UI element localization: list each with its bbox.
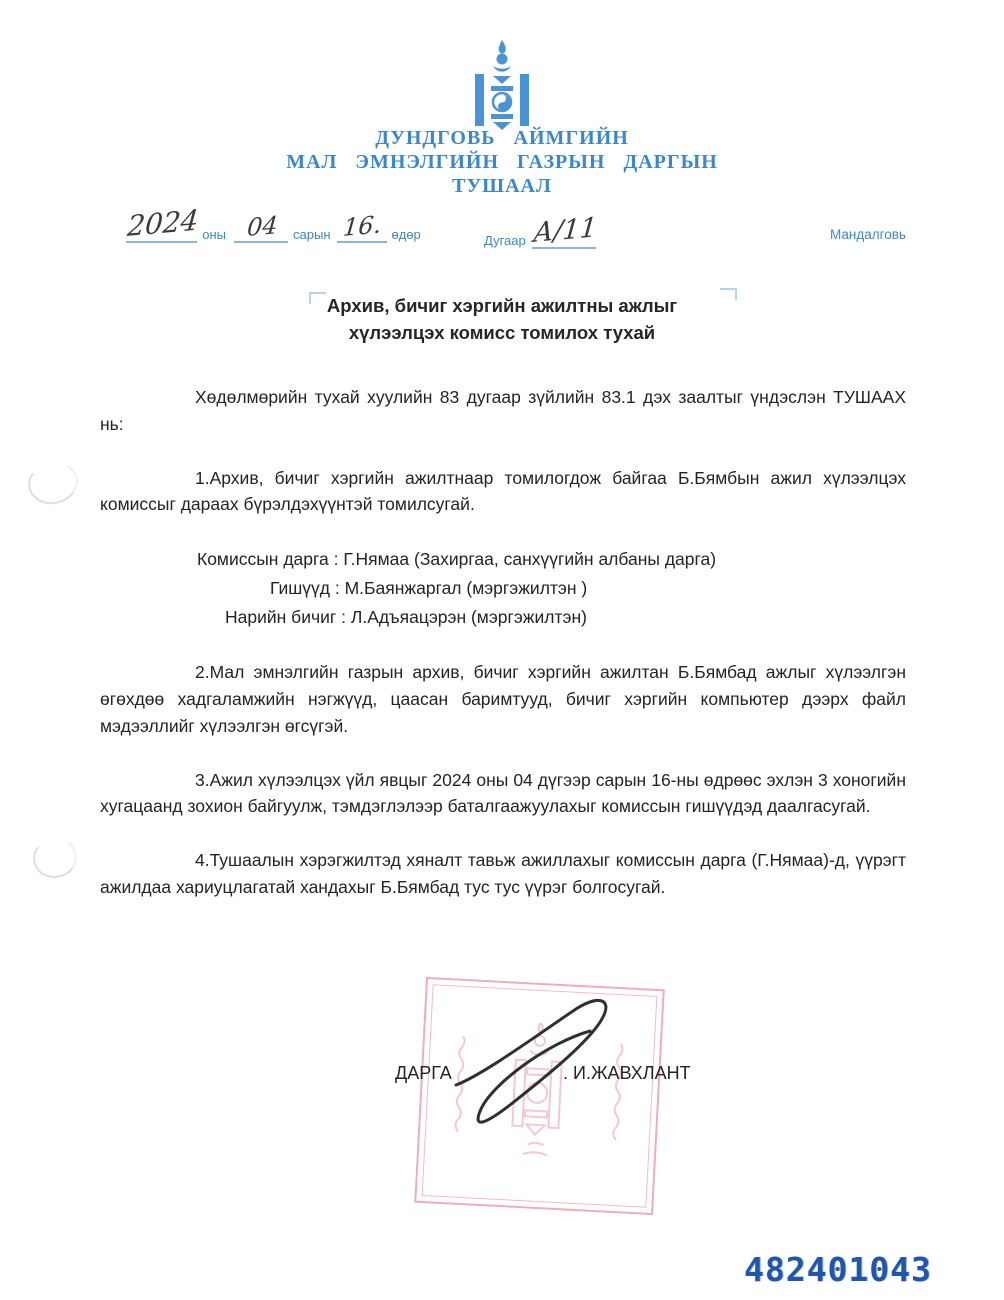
day-field xyxy=(337,210,387,243)
number-fields xyxy=(484,212,599,249)
clause-3-paragraph: 3.Ажил хүлээлцэх үйл явцыг 2024 оны 04 дүгээр сарын 16-ны өдрөөс эхлэн 3 хоногийн хугацаанд зохион байгуулж, тэмдэглэлээр баталгаажуулахыг комиссын гишүүдэд даалгасугай. xyxy=(100,769,906,817)
date-fields xyxy=(126,203,421,243)
clause-4-paragraph: 4.Тушаалын хэрэгжилтэд хяналт тавьж ажиллахыг комиссын дарга (Г.Нямаа)-д, үүрэгт ажилдаа хариуцлагатай хандахыг Б.Бямбад тус тус үүрэг болгосугай. xyxy=(100,850,906,897)
pencil-mark-artifact xyxy=(30,835,79,881)
month-label: сарын xyxy=(293,227,331,242)
org-header xyxy=(0,126,1004,198)
year-field xyxy=(126,203,200,243)
clause-2-paragraph: 2.Мал эмнэлгийн газрын архив, бичиг хэргийн ажилтан Б.Бямбад ажлыг хүлээлгэн өгөхдөө хадгаламжийн нэгжүүд, цаасан баримтууд, бичиг хэргийн компьютер дээрх файл мэдээллийг хүлээлгэн өгсүгэй. xyxy=(100,662,906,736)
date-line xyxy=(0,203,1004,258)
commission-list xyxy=(100,545,906,632)
preamble-paragraph: Хөдөлмөрийн тухай хуулийн 83 дугаар зүйлийн 83.1 дэх заалтыг үндэслэн ТУШААХ нь: xyxy=(100,387,906,434)
document-body xyxy=(100,384,906,928)
clause-1-paragraph: 1.Архив, бичиг хэргийн ажилтнаар томилогдож байгаа Б.Бямбын ажил хүлээлцэх комиссыг дараах бүрэлдэхүүнтэй томилсугай. xyxy=(100,467,906,515)
soyombo-emblem-icon xyxy=(471,40,533,132)
pencil-mark-artifact xyxy=(24,457,82,508)
day-handwritten: 16. xyxy=(342,210,383,242)
commission-chair: Комиссын дарга : Г.Нямаа (Захиргаа, санхүүгийн албаны дарга) xyxy=(197,549,717,570)
location-label: Мандалговь xyxy=(830,227,906,242)
month-field xyxy=(234,211,288,243)
signer-name: . И.ЖАВХЛАНТ xyxy=(563,1063,691,1083)
commission-member: Гишүүд : М.Баянжаргал (мэргэжилтэн ) xyxy=(270,578,588,599)
org-line3: ТУШААЛ xyxy=(452,175,552,197)
title-line1: Архив, бичиг хэргийн ажилтны ажлыг xyxy=(326,295,678,316)
serial-number-stamp: 482401043 xyxy=(744,1250,932,1289)
org-line2: МАЛ ЭМНЭЛГИЙН ГАЗРЫН ДАРГЫН xyxy=(286,151,718,173)
number-label: Дугаар xyxy=(484,233,526,248)
logo-wrap xyxy=(0,40,1004,137)
signer-title: ДАРГА xyxy=(395,1063,452,1083)
commission-secretary: Нарийн бичиг : Л.Адъяацэрэн (мэргэжилтэн) xyxy=(225,607,587,628)
month-handwritten: 04 xyxy=(245,211,279,242)
title-line2: хүлээлцэх комисс томилох тухай xyxy=(348,322,656,343)
day-label: өдөр xyxy=(391,227,421,242)
year-label: оны xyxy=(202,227,227,242)
org-line1: ДУНДГОВЬ АЙМГИЙН xyxy=(375,127,629,149)
number-handwritten: А/11 xyxy=(531,212,599,249)
year-handwritten: 2024 xyxy=(126,203,200,243)
number-field xyxy=(531,212,599,249)
document-title xyxy=(0,292,1004,346)
